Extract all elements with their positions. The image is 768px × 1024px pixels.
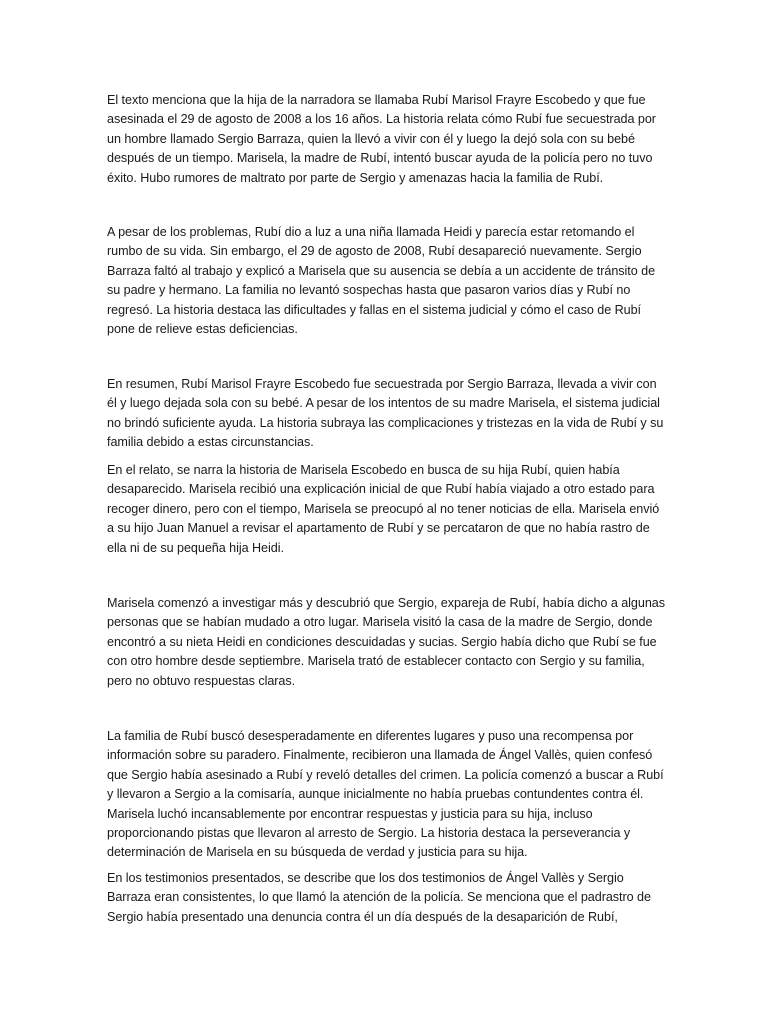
- paragraph-1: El texto menciona que la hija de la narradora se llamaba Rubí Marisol Frayre Escobedo y que fue asesinada el 29 de agosto de 2008 a los 16 años. La historia relata cómo Rubí fue secuestrada por un hombre llamado Sergio Barraza, quien la llevó a vivir con él y luego la dejó sola con su bebé después de un tiempo. Marisela, la madre de Rubí, intentó buscar ayuda de la policía pero no tuvo éxito. Hubo rumores de maltrato por parte de Sergio y amenazas hacia la familia de Rubí.: [107, 93, 656, 185]
- paragraph-7: En los testimonios presentados, se describe que los dos testimonios de Ángel Vallès y Sergio Barraza eran consistentes, lo que llamó la atención de la policía. Se menciona que el padrastro de Sergio había presentado una denuncia contra él un día después de la desaparición de Rubí,: [107, 871, 651, 924]
- paragraph-5: Marisela comenzó a investigar más y descubrió que Sergio, expareja de Rubí, había dicho a algunas personas que se habían mudado a otro lugar. Marisela visitó la casa de la madre de Sergio, donde encontró a su nieta Heidi en condiciones descuidadas y sucias. Sergio había dicho que Rubí se fue con otro hombre desde septiembre. Marisela trató de establecer contacto con Sergio y su familia, pero no obtuvo respuestas claras.: [107, 596, 665, 688]
- paragraph-3: En resumen, Rubí Marisol Frayre Escobedo fue secuestrada por Sergio Barraza, llevada a vivir con él y luego dejada sola con su bebé. A pesar de los intentos de su madre Marisela, el sistema judicial no brindó suficiente ayuda. La historia subraya las complicaciones y tristezas en la vida de Rubí y su familia debido a estas circunstancias.: [107, 377, 664, 450]
- paragraph-6: La familia de Rubí buscó desesperadamente en diferentes lugares y puso una recompensa por información sobre su paradero. Finalmente, recibieron una llamada de Ángel Vallès, quien confesó que Sergio había asesinado a Rubí y reveló detalles del crimen. La policía comenzó a buscar a Rubí y llevaron a Sergio a la comisaría, aunque inicialmente no había pruebas contundentes contra él. Marisela luchó incansablemente por encontrar respuestas y justicia para su hija, incluso proporcionando pistas que llevaron al arresto de Sergio. La historia destaca la perseverancia y determinación de Marisela en su búsqueda de verdad y justicia para su hija.: [107, 729, 664, 860]
- paragraph-2: A pesar de los problemas, Rubí dio a luz a una niña llamada Heidi y parecía estar retomando el rumbo de su vida. Sin embargo, el 29 de agosto de 2008, Rubí desapareció nuevamente. Sergio Barraza faltó al trabajo y explicó a Marisela que su ausencia se debía a un accidente de tránsito de su padre y hermano. La familia no levantó sospechas hasta que pasaron varios días y Rubí no regresó. La historia destaca las dificultades y fallas en el sistema judicial y cómo el caso de Rubí pone de relieve estas deficiencias.: [107, 225, 656, 337]
- paragraph-4: En el relato, se narra la historia de Marisela Escobedo en busca de su hija Rubí, quien había desaparecido. Marisela recibió una explicación inicial de que Rubí había viajado a otro estado para recoger dinero, pero con el tiempo, Marisela se preocupó al no tener noticias de ella. Marisela envió a su hijo Juan Manuel a revisar el apartamento de Rubí y se percataron de que no había rastro de ella ni de su pequeña hija Heidi.: [107, 463, 660, 555]
